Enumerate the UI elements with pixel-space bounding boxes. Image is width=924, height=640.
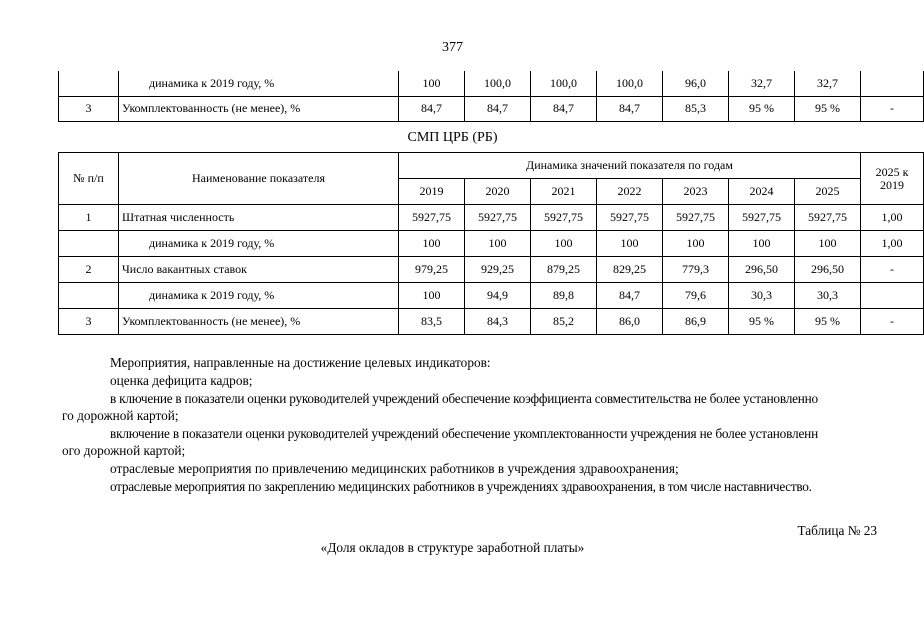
staffing-table-top (58, 71, 924, 122)
measure-item-cont: го дорожной картой; (62, 408, 179, 423)
row-number: 3 (59, 309, 119, 335)
ratio-value: 1,00 (861, 231, 924, 257)
indicator-name: Число вакантных ставок (119, 257, 399, 283)
measure-item: в ключение в показатели оценки руководителей учреждений обеспечение коэффициента совместительства не более установленно (110, 391, 818, 406)
year-value: 85,2 (531, 309, 597, 335)
header-name: Наименование показателя (119, 153, 399, 205)
year-value: 95 % (795, 96, 861, 121)
table-row (59, 231, 924, 257)
table-number: Таблица № 23 (797, 523, 877, 538)
row-number: 3 (59, 96, 119, 121)
header-dynamics: Динамика значений показателя по годам (399, 153, 861, 179)
year-value: 84,7 (597, 283, 663, 309)
table-row (59, 309, 924, 335)
year-value: 32,7 (795, 71, 861, 96)
year-value: 89,8 (531, 283, 597, 309)
year-value: 84,3 (465, 309, 531, 335)
header-last: 2025 к 2019 (861, 153, 924, 205)
ratio-value: - (861, 257, 924, 283)
year-value: 100,0 (597, 71, 663, 96)
year-value: 5927,75 (729, 205, 795, 231)
year-value: 779,3 (663, 257, 729, 283)
year-value: 100 (531, 231, 597, 257)
header-year: 2019 (399, 179, 465, 205)
year-value: 96,0 (663, 71, 729, 96)
year-value: 84,7 (465, 96, 531, 121)
header-year: 2021 (531, 179, 597, 205)
measure-item: оценка дефицита кадров; (110, 373, 253, 388)
row-number (59, 283, 119, 309)
year-value: 95 % (729, 96, 795, 121)
header-year: 2025 (795, 179, 861, 205)
measure-item: отраслевые мероприятия по привлечению медицинских работников в учреждения здравоохранения; (110, 461, 679, 476)
header-num: № п/п (59, 153, 119, 205)
year-value: 100,0 (465, 71, 531, 96)
year-value: 5927,75 (465, 205, 531, 231)
table-row (59, 71, 924, 96)
table-row (59, 205, 924, 231)
measures-heading: Мероприятия, направленные на достижение целевых индикаторов: (110, 355, 491, 370)
year-value: 30,3 (729, 283, 795, 309)
year-value: 879,25 (531, 257, 597, 283)
section-title: СМП ЦРБ (РБ) (407, 130, 498, 145)
year-value: 83,5 (399, 309, 465, 335)
table-row (59, 257, 924, 283)
year-value: 79,6 (663, 283, 729, 309)
year-value: 95 % (795, 309, 861, 335)
year-value: 100,0 (531, 71, 597, 96)
year-value: 296,50 (795, 257, 861, 283)
year-value: 86,9 (663, 309, 729, 335)
row-number (59, 71, 119, 96)
page-number: 377 (442, 40, 463, 55)
header-year: 2023 (663, 179, 729, 205)
year-value: 979,25 (399, 257, 465, 283)
year-value: 100 (399, 231, 465, 257)
table-title: «Доля окладов в структуре заработной платы» (320, 540, 585, 555)
year-value: 85,3 (663, 96, 729, 121)
header-year: 2024 (729, 179, 795, 205)
year-value: 95 % (729, 309, 795, 335)
year-value: 296,50 (729, 257, 795, 283)
year-value: 32,7 (729, 71, 795, 96)
header-year: 2020 (465, 179, 531, 205)
ratio-value: - (861, 309, 924, 335)
row-number: 2 (59, 257, 119, 283)
indicator-name: Штатная численность (119, 205, 399, 231)
year-value: 5927,75 (795, 205, 861, 231)
year-value: 100 (399, 283, 465, 309)
year-value: 86,0 (597, 309, 663, 335)
year-value: 5927,75 (663, 205, 729, 231)
indicator-name: динамика к 2019 году, % (119, 231, 399, 257)
ratio-value: - (861, 96, 924, 121)
indicator-name: Укомплектованность (не менее), % (119, 309, 399, 335)
year-value: 5927,75 (399, 205, 465, 231)
year-value: 84,7 (399, 96, 465, 121)
year-value: 84,7 (531, 96, 597, 121)
header-year: 2022 (597, 179, 663, 205)
table-row (59, 283, 924, 309)
row-number: 1 (59, 205, 119, 231)
year-value: 30,3 (795, 283, 861, 309)
year-value: 929,25 (465, 257, 531, 283)
indicator-name: Укомплектованность (не менее), % (119, 96, 399, 121)
table-row (59, 96, 924, 121)
measure-item: включение в показатели оценки руководителей учреждений обеспечение укомплектованности учреждения не более установленн (110, 426, 819, 441)
year-value: 829,25 (597, 257, 663, 283)
ratio-value (861, 283, 924, 309)
year-value: 5927,75 (597, 205, 663, 231)
year-value: 5927,75 (531, 205, 597, 231)
year-value: 100 (663, 231, 729, 257)
measure-item-cont: ого дорожной картой; (62, 443, 186, 458)
year-value: 100 (399, 71, 465, 96)
year-value: 84,7 (597, 96, 663, 121)
year-value: 100 (795, 231, 861, 257)
staffing-table-smp (58, 152, 924, 335)
indicator-name: динамика к 2019 году, % (119, 283, 399, 309)
year-value: 100 (465, 231, 531, 257)
indicator-name: динамика к 2019 году, % (119, 71, 399, 96)
measure-item: отраслевые мероприятия по закреплению медицинских работников в учреждениях здравоохранения, в том числе наставничество. (110, 479, 812, 494)
year-value: 100 (729, 231, 795, 257)
row-number (59, 231, 119, 257)
year-value: 94,9 (465, 283, 531, 309)
ratio-value: 1,00 (861, 205, 924, 231)
year-value: 100 (597, 231, 663, 257)
ratio-value (861, 71, 924, 96)
